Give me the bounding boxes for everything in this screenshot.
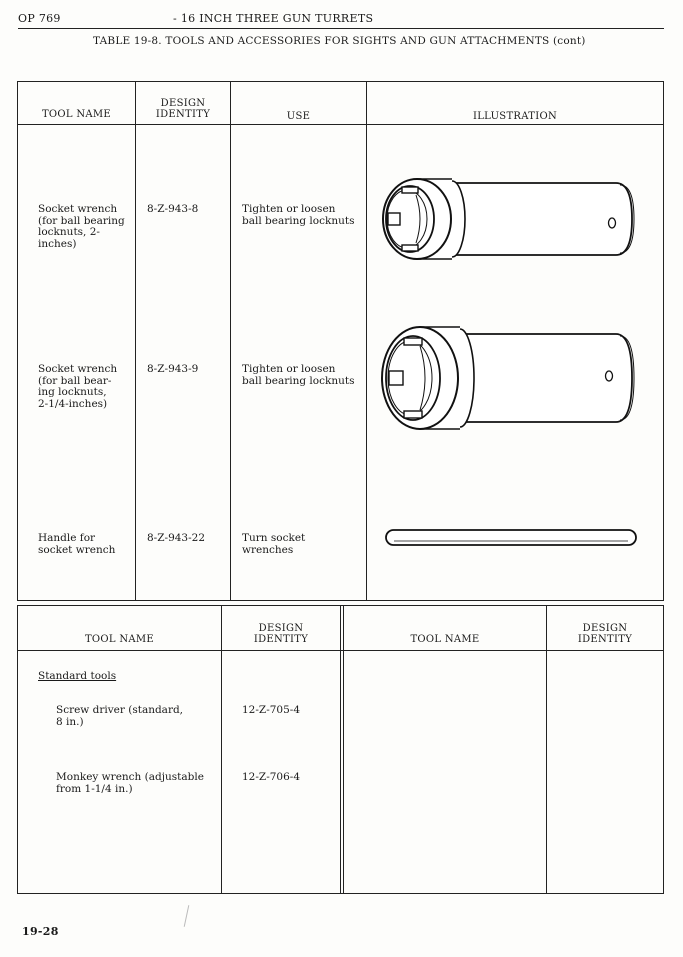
header-rule [18, 28, 664, 29]
col-header-use: USE [286, 111, 311, 122]
doc-number: OP 769 [18, 12, 61, 25]
use-cell: Tighten or loosen ball bearing locknuts [242, 363, 355, 387]
design-identity-cell: 12-Z-705-4 [242, 704, 301, 716]
col-header-design-identity-right: DESIGN IDENTITY [577, 623, 633, 645]
group-heading-standard-tools: Standard tools [38, 670, 117, 682]
use-cell: Tighten or loosen ball bearing locknuts [242, 203, 355, 227]
design-identity-cell: 12-Z-706-4 [242, 771, 301, 783]
design-identity-cell: 8-Z-943-9 [147, 363, 199, 375]
col-header-design-identity-left: DESIGN IDENTITY [253, 623, 309, 645]
socket-wrench-2in-illustration [380, 175, 636, 267]
pencil-mark [184, 905, 190, 927]
tool-name-cell: Socket wrench (for ball bearing locknuts, 2- inches) [38, 203, 125, 250]
design-identity-cell: 8-Z-943-8 [147, 203, 199, 215]
section-title: - 16 INCH THREE GUN TURRETS [173, 12, 374, 25]
col-header-tool-name: TOOL NAME [41, 109, 112, 120]
table-title: TABLE 19-8. TOOLS AND ACCESSORIES FOR SIGHTS AND GUN ATTACHMENTS (cont) [93, 35, 586, 47]
design-identity-cell: 8-Z-943-22 [147, 532, 206, 544]
tool-name-cell: Handle for socket wrench [38, 532, 116, 556]
page-number: 19-28 [22, 925, 59, 938]
tool-name-cell: Socket wrench (for ball bear- ing locknuts, 2-1/4-inches) [38, 363, 118, 410]
tool-name-cell: Screw driver (standard, 8 in.) [56, 704, 184, 728]
col-header-tool-name-left: TOOL NAME [84, 634, 155, 645]
tool-name-cell: Monkey wrench (adjustable from 1-1/4 in.) [56, 771, 204, 795]
col-header-design-identity: DESIGN IDENTITY [155, 98, 211, 120]
handle-illustration [384, 526, 640, 550]
use-cell: Turn socket wrenches [242, 532, 306, 556]
socket-wrench-2-1-4in-illustration [380, 322, 636, 432]
col-header-tool-name-right: TOOL NAME [410, 634, 480, 645]
col-header-illustration: ILLUSTRATION [472, 111, 557, 122]
